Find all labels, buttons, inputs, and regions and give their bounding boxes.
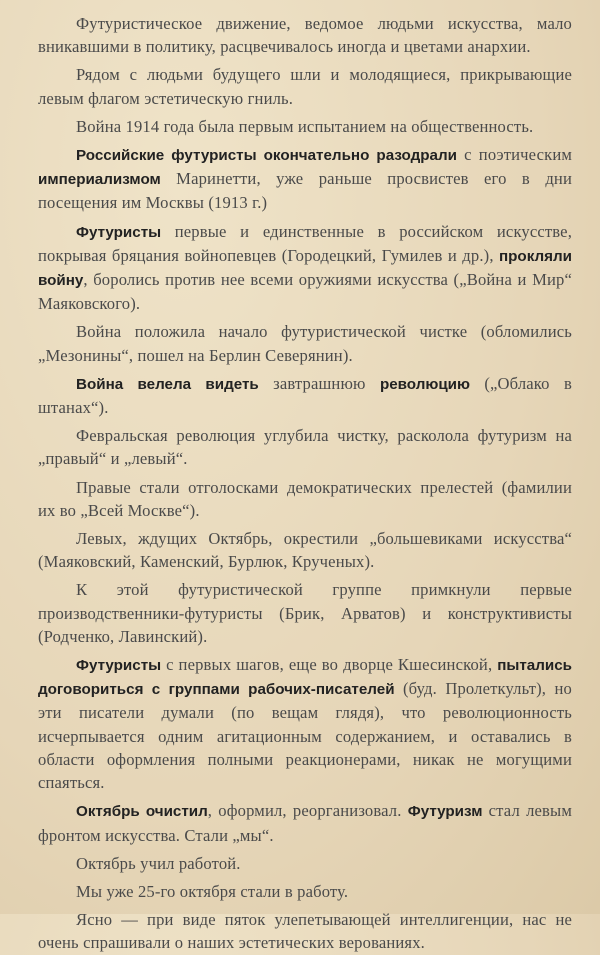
document-text — [38, 12, 572, 955]
paragraph — [38, 799, 572, 846]
paragraph — [38, 852, 572, 875]
paragraph — [38, 320, 572, 366]
bold-phrase: Война велела видеть — [76, 375, 259, 393]
paragraph — [38, 372, 572, 419]
text-run: , боролись против нее всеми оружиями искусства („Война и Мир“ Маяковского). — [38, 270, 572, 314]
bold-phrase: Октябрь очистил — [76, 803, 208, 821]
text-run: Октябрь учил работой. — [76, 853, 241, 873]
bold-phrase: Футуристы — [76, 223, 162, 241]
text-run: Футуристическое движение, ведомое людьми искусства, мало вникавшими в политику, расцвечивалось иногда и цветами анархии. — [38, 14, 572, 57]
text-run: Левых, ждущих Октябрь, окрестили „большевиками искусства“ (Маяковский, Каменский, Бурлюк, Крученых). — [38, 529, 572, 572]
paragraph — [38, 476, 572, 522]
paragraph — [38, 653, 572, 794]
bold-phrase: Футуризм — [407, 803, 483, 821]
text-run: с первых шагов, еще во дворце Кшесинской, — [161, 655, 498, 675]
paragraph — [38, 12, 572, 58]
text-run: стал левым фронтом искусства. Стали „мы“. — [38, 801, 572, 845]
paragraph — [38, 143, 572, 215]
paragraph — [38, 424, 572, 470]
bold-phrase: Российские футуристы окончательно разодрали — [76, 147, 457, 165]
paragraph — [38, 527, 572, 573]
text-run: Рядом с людьми будущего шли и молодящиеся, прикрывающие левым флагом эстетическую гниль. — [38, 65, 572, 108]
text-run: (буд. Пролеткульт), но эти писатели думали (по вещам глядя), что революционность исчерпывается одним агитационным содержанием, и оставались в области оформления полными реакционерами, никак не могущими спаяться. — [38, 679, 572, 793]
text-run: с поэтическим — [456, 145, 573, 165]
text-run: первые и единственные в российском искусстве, покрывая бряцания войнопевцев (Городецкий, Гумилев и др.), — [38, 221, 572, 265]
text-run: Февральская революция углубила чистку, расколола футуризм на „правый“ и „левый“. — [38, 426, 572, 469]
text-run: К этой футуристической группе примкнули первые производственники-футуристы (Брик, Арватов) и конструктивисты (Родченко, Лавинский). — [38, 580, 572, 646]
text-run: , оформил, реорганизовал. — [207, 801, 408, 821]
paragraph — [38, 908, 572, 954]
text-run: Война 1914 года была первым испытанием на общественность. — [76, 116, 534, 136]
paragraph — [38, 63, 572, 109]
bold-phrase: прокляли войну — [38, 247, 572, 290]
paragraph — [38, 578, 572, 648]
bold-phrase: Футуристы — [76, 657, 162, 675]
paragraph — [38, 880, 572, 903]
paragraph — [38, 220, 572, 316]
bold-phrase: империализмом — [38, 171, 161, 189]
text-run: завтрашнюю — [258, 373, 380, 393]
text-run: Ясно — при виде пяток улепетывающей интеллигенции, нас не очень спрашивали о наших эстетических верованиях. — [38, 910, 572, 953]
bold-phrase: революцию — [379, 375, 470, 393]
text-run: („Облако в штанах“). — [38, 373, 572, 418]
text-run: Война положила начало футуристической чистке (обломились „Мезонины“, пошел на Берлин Северянин). — [38, 322, 572, 365]
text-run: Мы уже 25-го октября стали в работу. — [76, 881, 349, 901]
text-run: Правые стали отголосками демократических прелестей (фамилии их во „Всей Москве“). — [38, 477, 572, 520]
bold-phrase: пытались договориться с группами рабочих-писателей — [38, 657, 572, 699]
text-run: Маринетти, уже раньше просвистев его в дни посещения им Москвы (1913 г.) — [38, 169, 572, 213]
paragraph — [38, 115, 572, 138]
